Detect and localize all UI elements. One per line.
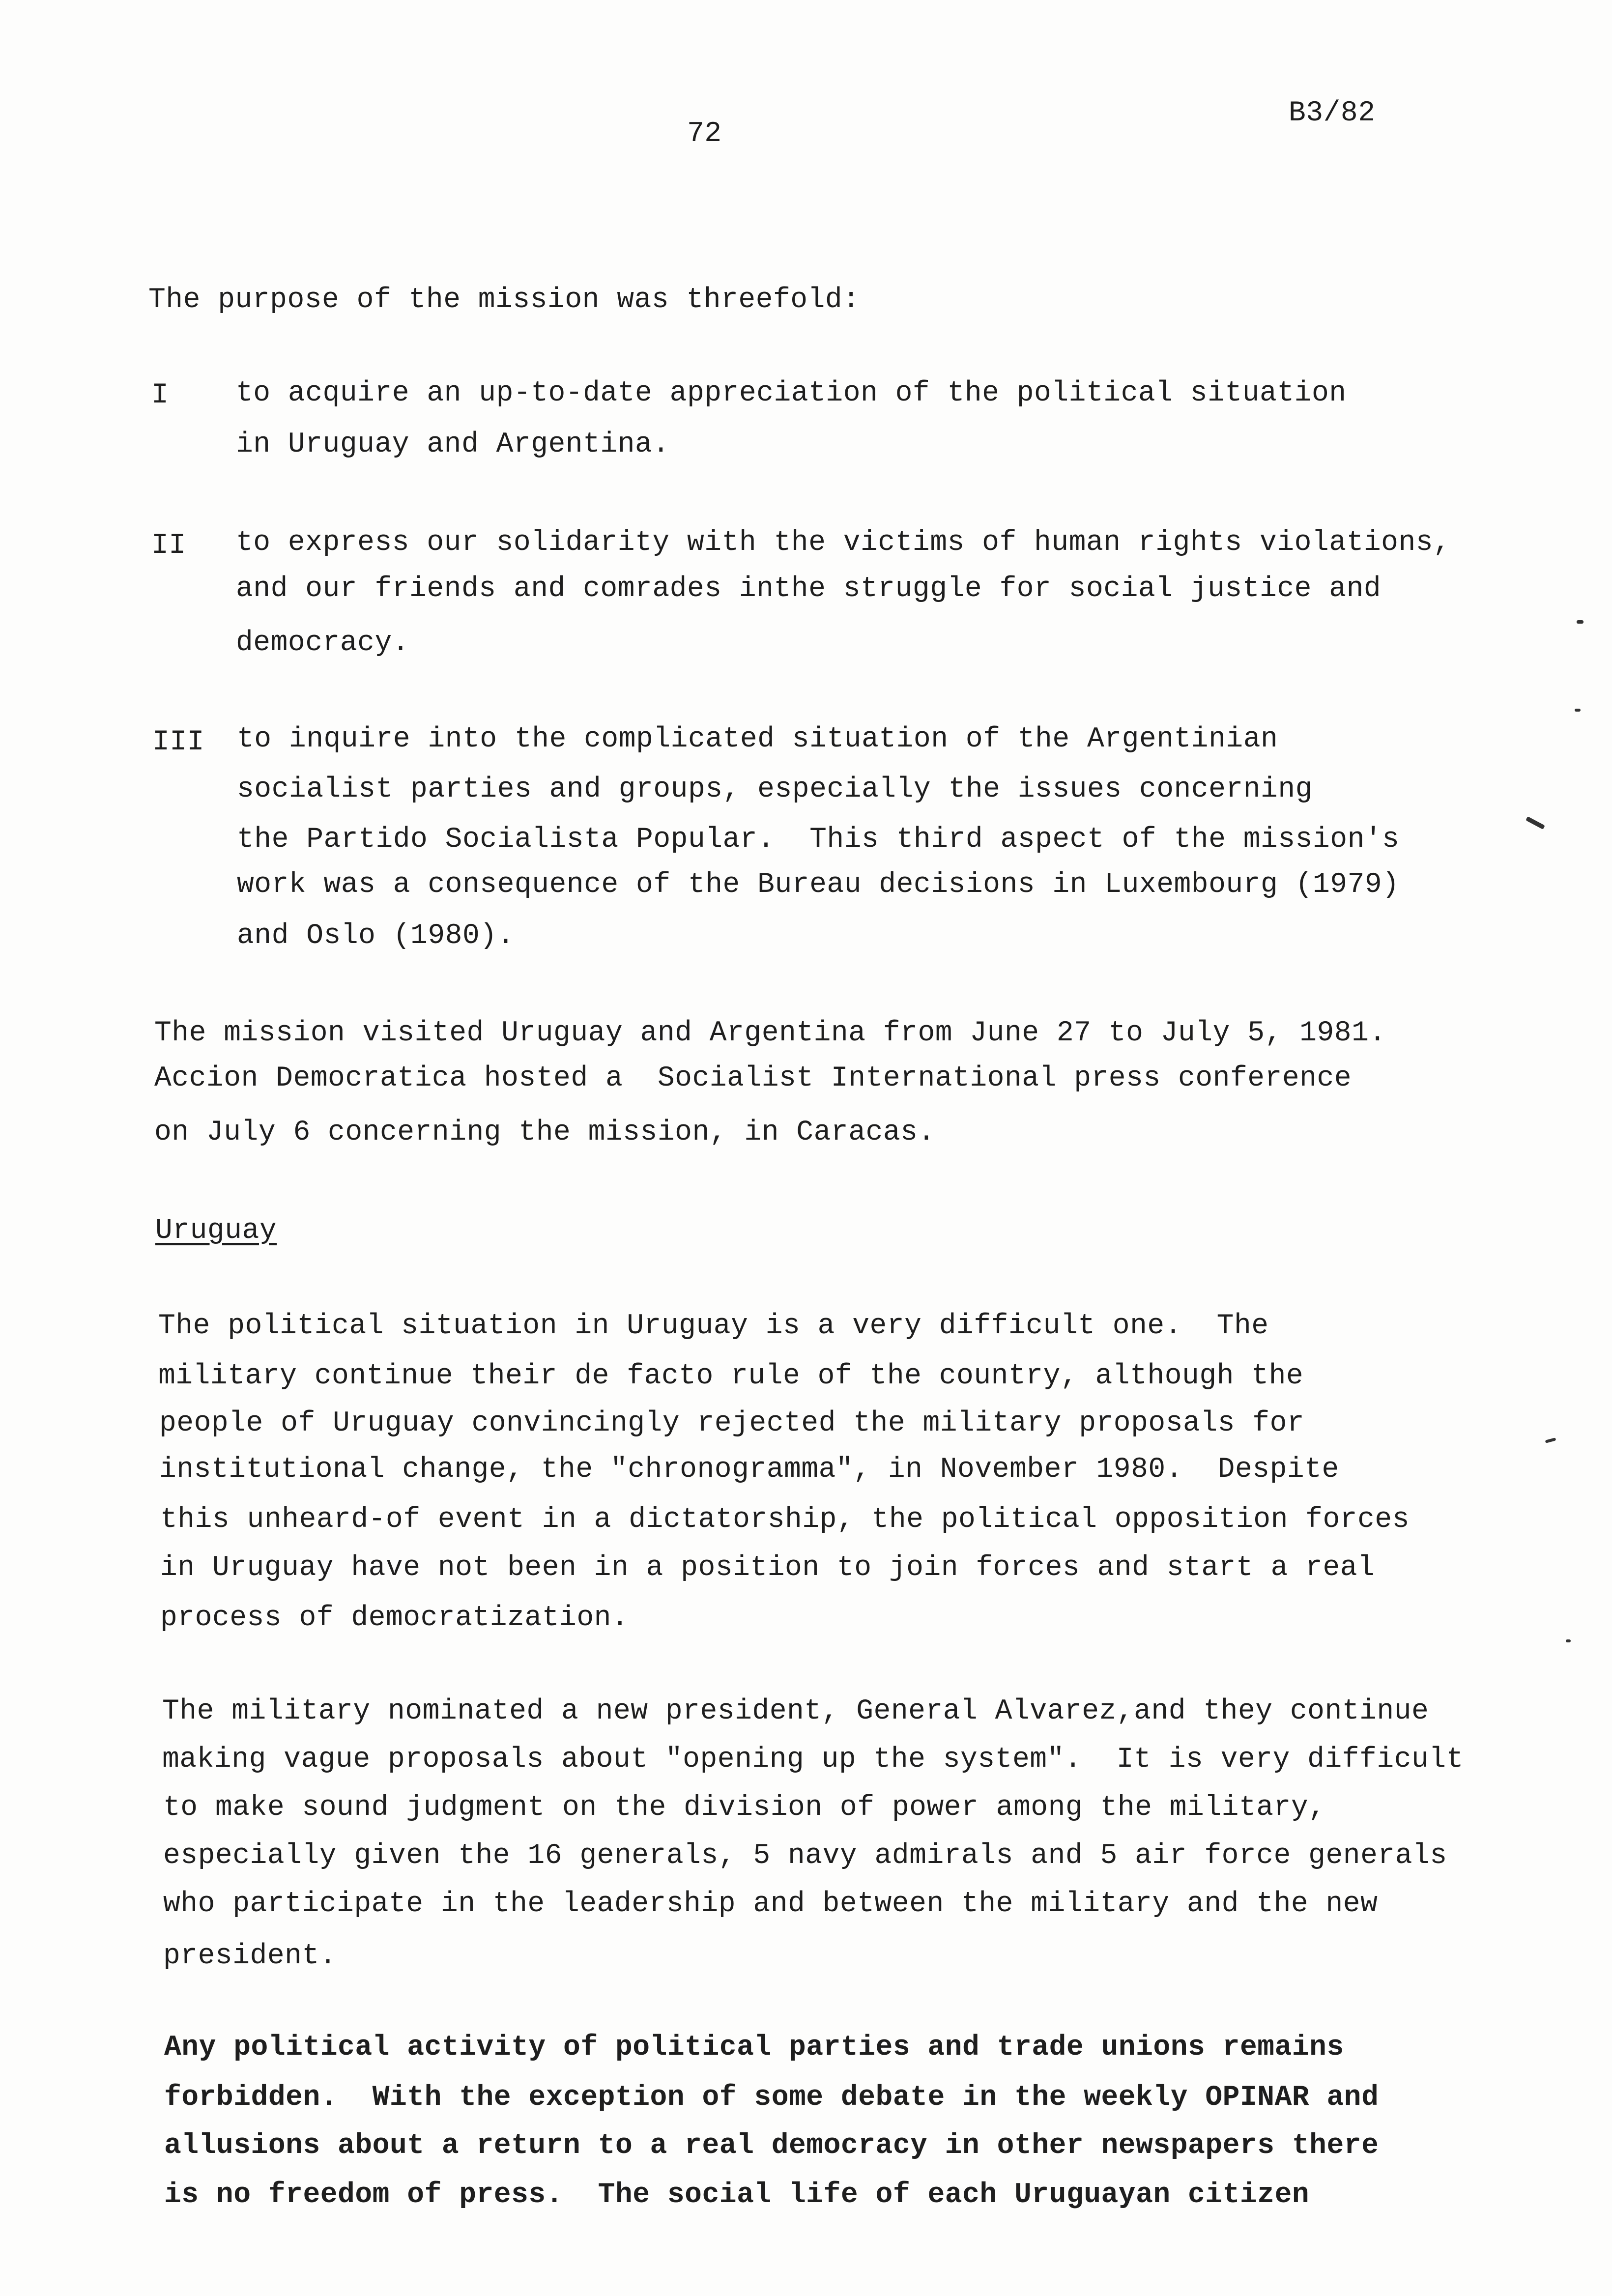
point-line: in Uruguay and Argentina.	[236, 429, 670, 460]
point-line: to acquire an up-to-date appreciation of the political situation	[236, 377, 1347, 409]
section-heading: Uruguay	[155, 1215, 277, 1247]
point-line: democracy.	[236, 627, 410, 659]
body-line: making vague proposals about "opening up the system". It is very difficult	[162, 1744, 1464, 1776]
point-line: and Oslo (1980).	[237, 920, 515, 952]
body-line: institutional change, the "chronogramma", in November 1980. Despite	[159, 1454, 1339, 1486]
scan-mark	[1566, 1639, 1571, 1642]
point-line: and our friends and comrades inthe struggle for social justice and	[236, 573, 1382, 605]
visit-line: The mission visited Uruguay and Argentina from June 27 to July 5, 1981.	[154, 1017, 1386, 1049]
point-line: the Partido Socialista Popular. This third aspect of the mission's	[237, 824, 1400, 856]
scan-mark	[1577, 620, 1583, 624]
body-line: is no freedom of press. The social life of each Uruguayan citizen	[164, 2179, 1310, 2211]
body-line: president.	[163, 1940, 337, 1972]
body-line: Any political activity of political parties and trade unions remains	[164, 2032, 1344, 2064]
body-line: process of democratization.	[160, 1602, 629, 1634]
scan-mark	[1526, 816, 1545, 830]
body-line: military continue their de facto rule of the country, although the	[158, 1360, 1304, 1392]
body-line: allusions about a return to a real democracy in other newspapers there	[164, 2130, 1379, 2162]
body-line: forbidden. With the exception of some debate in the weekly OPINAR and	[164, 2082, 1379, 2114]
body-line: especially given the 16 generals, 5 navy admirals and 5 air force generals	[163, 1840, 1447, 1872]
body-line: this unheard-of event in a dictatorship, the political opposition forces	[160, 1504, 1410, 1536]
body-line: The military nominated a new president, General Alvarez,and they continue	[162, 1695, 1429, 1727]
point-line: to express our solidarity with the victims of human rights violations,	[236, 527, 1451, 559]
body-line: in Uruguay have not been in a position to join forces and start a real	[160, 1552, 1375, 1584]
body-line: The political situation in Uruguay is a very difficult one. The	[158, 1310, 1269, 1342]
point-numeral: I	[151, 379, 169, 411]
visit-line: on July 6 concerning the mission, in Caracas.	[154, 1117, 935, 1148]
body-line: who participate in the leadership and between the military and the new	[163, 1888, 1378, 1920]
point-numeral: II	[151, 530, 186, 562]
body-line: to make sound judgment on the division of power among the military,	[163, 1792, 1326, 1824]
scan-mark	[1545, 1437, 1556, 1443]
page-number: 72	[687, 118, 722, 150]
point-numeral: III	[152, 726, 204, 758]
point-line: socialist parties and groups, especially the issues concerning	[237, 774, 1313, 805]
point-line: to inquire into the complicated situation of the Argentinian	[237, 723, 1278, 755]
visit-line: Accion Democratica hosted a Socialist International press conference	[154, 1062, 1352, 1094]
scan-mark	[1575, 709, 1581, 712]
document-reference: B3/82	[1289, 97, 1376, 129]
body-line: people of Uruguay convincingly rejected the military proposals for	[159, 1407, 1305, 1439]
point-line: work was a consequence of the Bureau decisions in Luxembourg (1979)	[237, 869, 1400, 901]
intro-line: The purpose of the mission was threefold:	[148, 284, 860, 316]
